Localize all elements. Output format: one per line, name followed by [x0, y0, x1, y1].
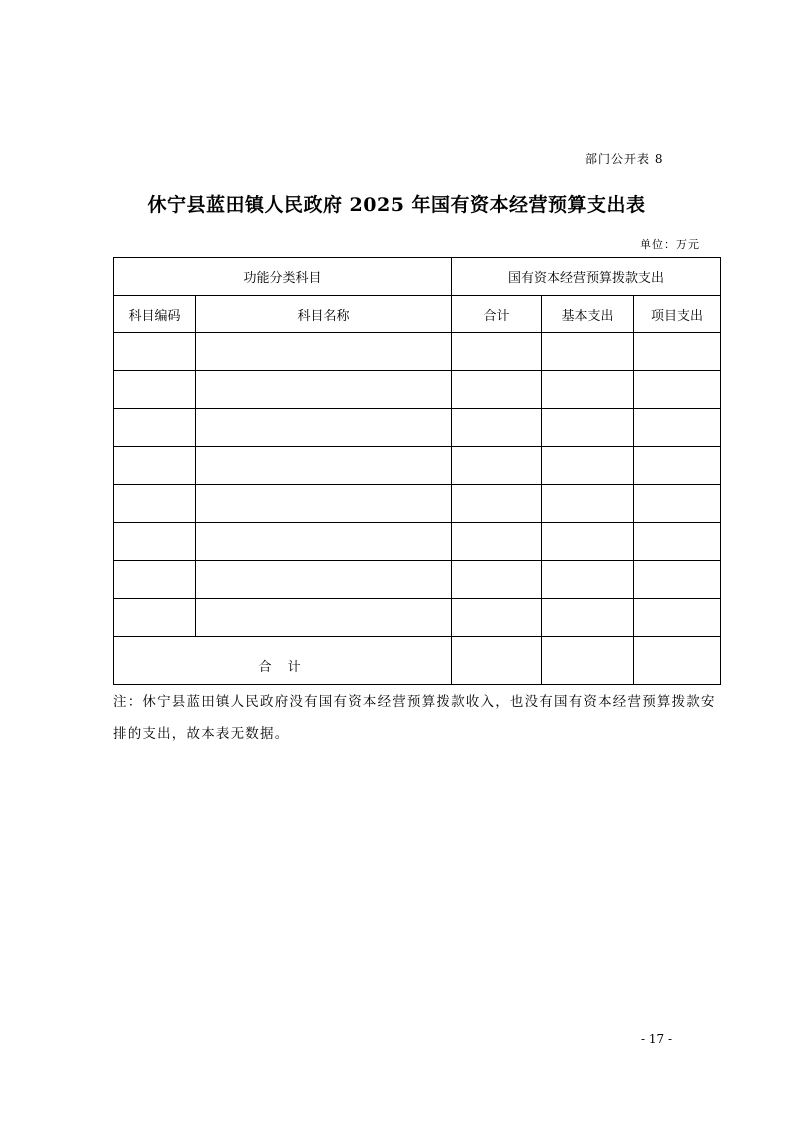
total-basic-cell — [542, 637, 634, 685]
table-cell — [196, 371, 452, 409]
table-cell — [452, 447, 542, 485]
table-cell — [542, 523, 634, 561]
table-total-row — [114, 637, 721, 685]
table-note: 注：休宁县蓝田镇人民政府没有国有资本经营预算拨款收入，也没有国有资本经营预算拨款安排的支出，故本表无数据。 — [113, 694, 716, 742]
table-row — [114, 371, 721, 409]
table-cell — [452, 523, 542, 561]
total-project-cell — [634, 637, 721, 685]
table-row — [114, 561, 721, 599]
header-state-capital-expenditure: 国有资本经营预算拨款支出 — [452, 258, 721, 296]
table-cell — [542, 561, 634, 599]
table-cell — [634, 447, 721, 485]
table-cell — [634, 599, 721, 637]
table-row — [114, 523, 721, 561]
header-subject-name: 科目名称 — [196, 296, 452, 333]
table-cell — [634, 409, 721, 447]
table-cell — [114, 599, 196, 637]
table-cell — [196, 333, 452, 371]
header-subject-code: 科目编码 — [114, 296, 196, 333]
table-cell — [542, 447, 634, 485]
table-label: 部门公开表 8 — [585, 152, 664, 166]
table-cell — [196, 561, 452, 599]
table-row — [114, 485, 721, 523]
table-cell — [452, 485, 542, 523]
table-cell — [452, 409, 542, 447]
table-cell — [114, 409, 196, 447]
page-title: 休宁县蓝田镇人民政府 2025 年国有资本经营预算支出表 — [147, 194, 646, 216]
table-cell — [196, 523, 452, 561]
header-functional-classification: 功能分类科目 — [114, 258, 452, 296]
table-cell — [196, 409, 452, 447]
header-basic-expenditure: 基本支出 — [542, 296, 634, 333]
table-cell — [542, 409, 634, 447]
total-label: 合 计 — [114, 637, 452, 685]
table-cell — [634, 371, 721, 409]
table-cell — [452, 561, 542, 599]
table-cell — [542, 485, 634, 523]
table-cell — [452, 371, 542, 409]
table-cell — [196, 485, 452, 523]
table-cell — [452, 599, 542, 637]
table-cell — [542, 371, 634, 409]
table-cell — [634, 523, 721, 561]
header-total: 合计 — [452, 296, 542, 333]
table-cell — [634, 333, 721, 371]
header-project-expenditure: 项目支出 — [634, 296, 721, 333]
table-cell — [114, 333, 196, 371]
page-number: - 17 - — [641, 1032, 673, 1046]
table-cell — [634, 485, 721, 523]
table-cell — [634, 561, 721, 599]
table-row — [114, 333, 721, 371]
total-cell — [452, 637, 542, 685]
table-cell — [196, 447, 452, 485]
table-row — [114, 599, 721, 637]
table-cell — [114, 371, 196, 409]
table-subheader-row — [114, 296, 721, 333]
table-cell — [542, 333, 634, 371]
table-header-row — [114, 258, 721, 296]
table-cell — [542, 599, 634, 637]
table-cell — [114, 485, 196, 523]
table-row — [114, 409, 721, 447]
table-row — [114, 447, 721, 485]
table-cell — [452, 333, 542, 371]
table-cell — [114, 447, 196, 485]
table-cell — [196, 599, 452, 637]
unit-label: 单位：万元 — [640, 238, 700, 251]
table-cell — [114, 523, 196, 561]
table-cell — [114, 561, 196, 599]
budget-table — [113, 257, 721, 685]
